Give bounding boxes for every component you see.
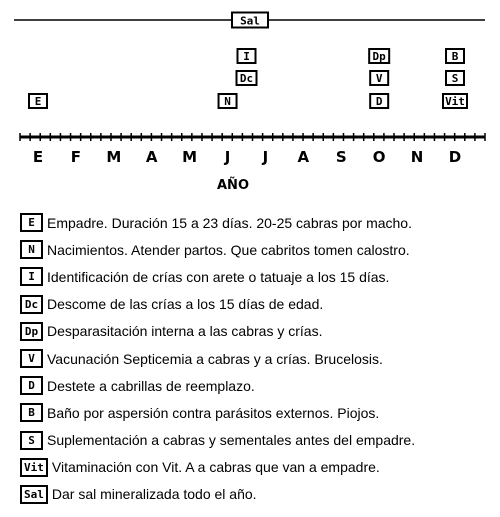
legend-item xyxy=(20,481,498,508)
legend-description: Vitaminación con Vit. A a cabras que van a empadre. xyxy=(51,459,380,476)
event-box xyxy=(446,71,464,85)
legend-item xyxy=(20,372,498,399)
month-axis xyxy=(20,133,485,141)
legend-description: Suplementación a cabras y sementales antes del empadre. xyxy=(47,432,416,449)
legend-code-box: S xyxy=(20,431,43,450)
event-box xyxy=(219,94,237,108)
legend-item xyxy=(20,399,498,426)
legend-code-box: V xyxy=(20,349,43,368)
event-code: S xyxy=(451,72,459,85)
event-code: B xyxy=(451,50,459,63)
legend-code-box: Sal xyxy=(20,485,48,504)
legend-description: Empadre. Duración 15 a 23 días. 20-25 cabras por macho. xyxy=(47,214,412,231)
year-round-code: Sal xyxy=(240,14,260,28)
legend-item xyxy=(20,318,498,345)
legend-code-box: I xyxy=(20,267,43,286)
legend-code-box: Dc xyxy=(20,295,43,314)
event-code: I xyxy=(243,50,250,63)
legend-item xyxy=(20,291,498,318)
event-code: Dc xyxy=(239,72,254,85)
event-box xyxy=(369,49,389,63)
legend-item xyxy=(20,236,498,263)
year-round-bar xyxy=(14,13,485,28)
month-label: N xyxy=(410,148,424,166)
legend-item xyxy=(20,263,498,290)
event-box xyxy=(443,94,467,108)
legend-code-box: E xyxy=(20,213,43,232)
legend-code-box: N xyxy=(20,240,43,259)
event-code: D xyxy=(375,95,383,108)
legend-code-box: Dp xyxy=(20,322,43,341)
month-label: J xyxy=(224,148,231,166)
legend-description: Destete a cabrillas de reemplazo. xyxy=(47,377,255,394)
event-code: E xyxy=(34,95,42,108)
event-box xyxy=(29,94,47,108)
event-code: V xyxy=(375,72,383,85)
event-code: Vit xyxy=(445,95,465,108)
month-label: O xyxy=(372,148,386,166)
event-box xyxy=(446,49,464,63)
legend-description: Nacimientos. Atender partos. Que cabritos tomen calostro. xyxy=(47,241,410,258)
month-label: A xyxy=(297,148,310,166)
legend-item xyxy=(20,427,498,454)
legend-description: Baño por aspersión contra parásitos externos. Piojos. xyxy=(47,404,380,421)
timeline-diagram xyxy=(0,0,500,200)
legend-code-box: B xyxy=(20,403,43,422)
month-label: M xyxy=(182,148,198,166)
month-label: A xyxy=(145,148,158,166)
month-label: F xyxy=(70,148,82,166)
legend-description: Vacunación Septicemia a cabras y a crías. Brucelosis. xyxy=(47,350,383,367)
legend-description: Identificación de crías con arete o tatuaje a los 15 días. xyxy=(47,268,390,285)
legend-item xyxy=(20,209,498,236)
event-code: N xyxy=(224,95,231,108)
event-code: Dp xyxy=(372,50,386,63)
month-label: S xyxy=(335,148,347,166)
legend-description: Dar sal mineralizada todo el año. xyxy=(51,486,257,503)
legend-item xyxy=(20,345,498,372)
month-label: J xyxy=(262,148,269,166)
legend-description: Desparasitación interna a las cabras y crías. xyxy=(47,323,323,340)
event-box xyxy=(238,49,256,63)
event-box xyxy=(370,71,388,85)
event-boxes xyxy=(29,49,467,108)
month-labels xyxy=(33,148,461,166)
legend-code-box: D xyxy=(20,376,43,395)
legend xyxy=(20,209,498,508)
month-label: M xyxy=(106,148,122,166)
month-label: D xyxy=(448,148,462,166)
event-box xyxy=(370,94,388,108)
legend-item xyxy=(20,454,498,481)
legend-description: Descome de las crías a los 15 días de edad. xyxy=(47,296,324,313)
legend-code-box: Vit xyxy=(20,458,48,477)
month-label: E xyxy=(32,148,44,166)
axis-label: AÑO xyxy=(217,178,249,193)
event-box xyxy=(237,71,257,85)
